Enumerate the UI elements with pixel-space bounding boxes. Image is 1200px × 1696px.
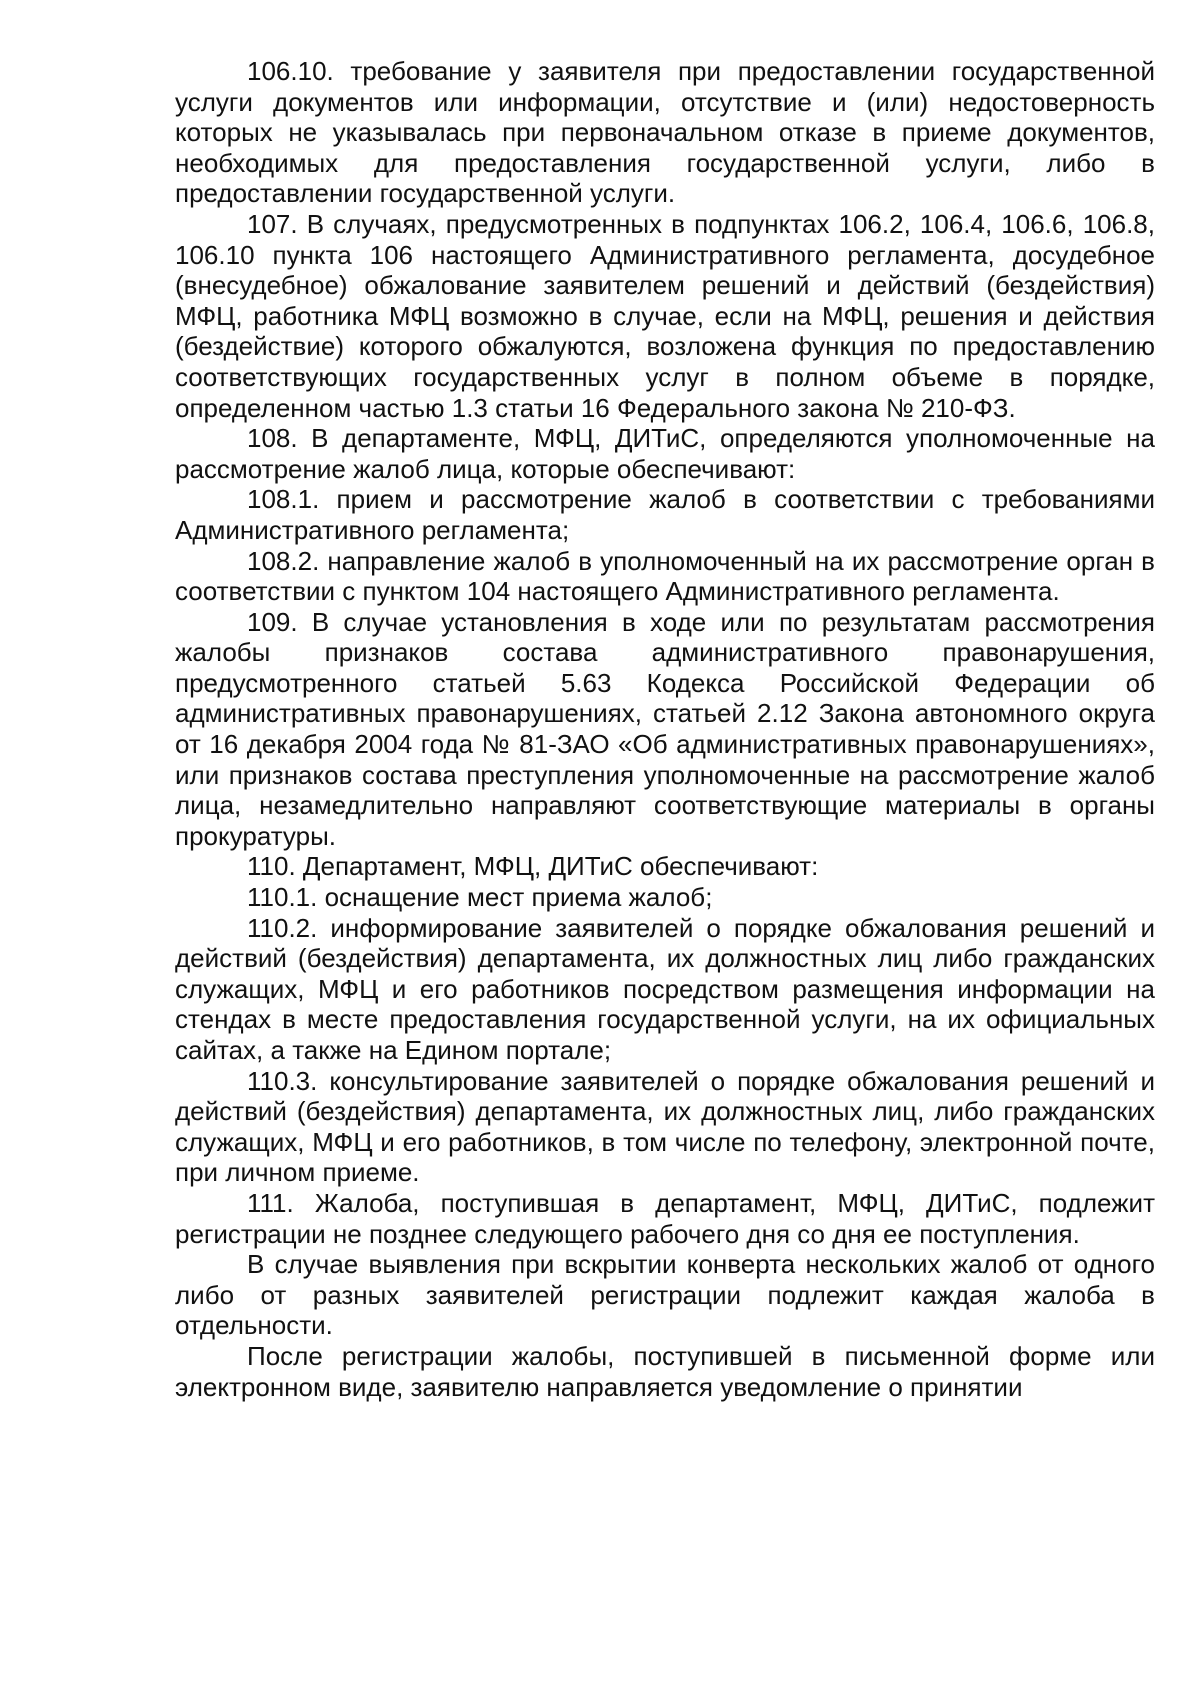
paragraph-109: 109. В случае установления в ходе или по результатам рассмотрения жалобы признаков состава административного правонарушения, предусмотренного статьей 5.63 Кодекса Российской Федерации об административных правонарушениях, статьей 2.12 Закона автономного округа от 16 декабря 2004 года № 81-ЗАО «Об административных правонарушениях», или признаков состава преступления уполномоченные на рассмотрение жалоб лица, незамедлительно направляют соответствующие материалы в органы прокуратуры.	[175, 606, 1155, 851]
paragraph-108-1: 108.1. прием и рассмотрение жалоб в соответствии с требованиями Административного регламента;	[175, 484, 1155, 545]
paragraph-110-1: 110.1. оснащение мест приема жалоб;	[247, 882, 713, 913]
paragraph-110-2: 110.2. информирование заявителей о порядке обжалования решений и действий (бездействия) департамента, их должностных лиц либо гражданских служащих, МФЦ и его работников посредством размещения информации на стендах в месте предоставления государственной услуги, на их официальных сайтах, а также на Едином портале;	[175, 912, 1155, 1065]
paragraph-108: 108. В департаменте, МФЦ, ДИТиС, определяются уполномоченные на рассмотрение жалоб лица, которые обеспечивают:	[175, 423, 1155, 484]
document-page	[175, 56, 1155, 1402]
paragraph-111-multiple-complaints: В случае выявления при вскрытии конверта нескольких жалоб от одного либо от разных заявителей регистрации подлежит каждая жалоба в отдельности.	[175, 1249, 1155, 1341]
paragraph-106-10: 106.10. требование у заявителя при предоставлении государственной услуги документов или информации, отсутствие и (или) недостоверность которых не указывалась при первоначальном отказе в приеме документов, необходимых для предоставления государственной услуги, либо в предоставлении государственной услуги.	[175, 56, 1155, 209]
paragraph-108-2: 108.2. направление жалоб в уполномоченный на их рассмотрение орган в соответствии с пунктом 104 настоящего Административного регламента.	[175, 545, 1155, 607]
paragraph-110: 110. Департамент, МФЦ, ДИТиС обеспечивают:	[247, 851, 819, 882]
paragraph-111-registration-notice: После регистрации жалобы, поступившей в письменной форме или электронном виде, заявителю направляется уведомление о принятии	[175, 1340, 1155, 1402]
paragraph-111: 111. Жалоба, поступившая в департамент, МФЦ, ДИТиС, подлежит регистрации не позднее следующего рабочего дня со дня ее поступления.	[175, 1187, 1155, 1249]
paragraph-107: 107. В случаях, предусмотренных в подпунктах 106.2, 106.4, 106.6, 106.8, 106.10 пункта 106 настоящего Административного регламента, досудебное (внесудебное) обжалование заявителем решений и действий (бездействия) МФЦ, работника МФЦ возможно в случае, если на МФЦ, решения и действия (бездействие) которого обжалуются, возложена функция по предоставлению соответствующих государственных услуг в полном объеме в порядке, определенном частью 1.3 статьи 16 Федерального закона № 210-ФЗ.	[175, 208, 1155, 423]
paragraph-110-3: 110.3. консультирование заявителей о порядке обжалования решений и действий (бездействия) департамента, их должностных лиц, либо гражданских служащих, МФЦ и его работников, в том числе по телефону, электронной почте, при личном приеме.	[175, 1065, 1155, 1188]
